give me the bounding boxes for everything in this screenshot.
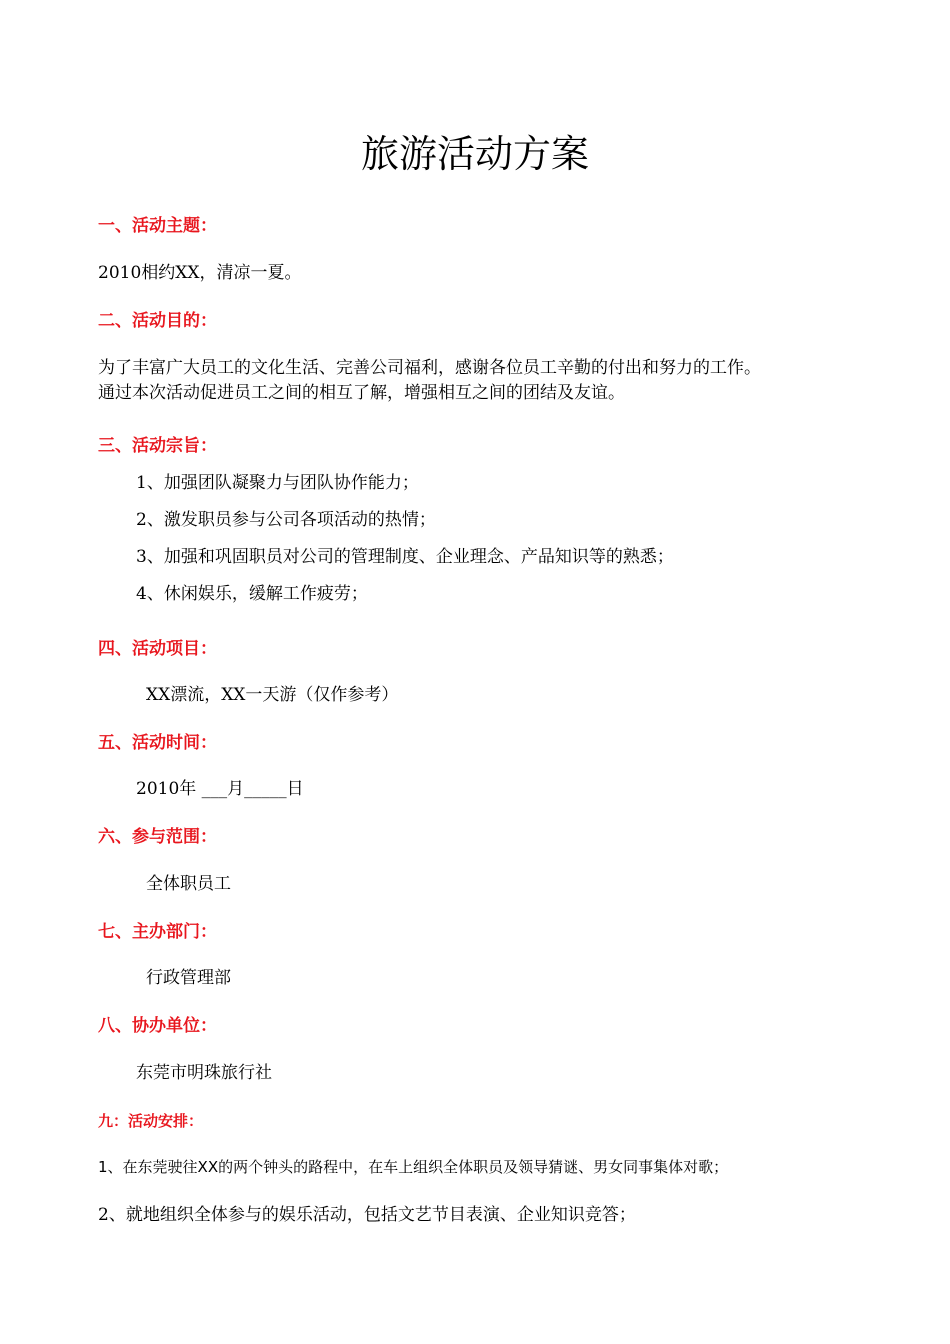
- section-6-text: 全体职员工: [146, 874, 231, 894]
- section-2-line-1: 为了丰富广大员工的文化生活、完善公司福利，感谢各位员工辛勤的付出和努力的工作。: [98, 358, 761, 378]
- section-3-heading: 三、活动宗旨：: [98, 436, 217, 456]
- document-title: 旅游活动方案: [360, 132, 589, 176]
- section-5-heading: 五、活动时间：: [98, 733, 217, 753]
- section-2-line-2: 通过本次活动促进员工之间的相互了解，增强相互之间的团结及友谊。: [98, 383, 625, 403]
- section-7-heading: 七、主办部门：: [98, 922, 217, 942]
- section-7-text: 行政管理部: [146, 968, 231, 988]
- section-3-item-3: 3、加强和巩固职员对公司的管理制度、企业理念、产品知识等的熟悉；: [136, 547, 674, 567]
- section-1-heading: 一、活动主题：: [98, 216, 217, 236]
- section-8-heading: 八、协办单位：: [98, 1016, 217, 1036]
- section-8-text: 东莞市明珠旅行社: [136, 1063, 272, 1083]
- section-9-heading: 九：活动安排：: [98, 1112, 204, 1130]
- section-3-item-1: 1、加强团队凝聚力与团队协作能力；: [136, 473, 419, 493]
- section-9-item-2: 2、就地组织全体参与的娱乐活动，包括文艺节目表演、企业知识竞答；: [98, 1205, 636, 1225]
- section-5-text: 2010年 ___月_____日: [136, 779, 304, 799]
- section-4-text: XX漂流，XX一天游（仅作参考）: [146, 685, 399, 705]
- section-1-text: 2010相约XX，清凉一夏。: [98, 263, 302, 283]
- section-4-heading: 四、活动项目：: [98, 639, 217, 659]
- section-3-item-4: 4、休闲娱乐，缓解工作疲劳；: [136, 584, 368, 604]
- section-3-item-2: 2、激发职员参与公司各项活动的热情；: [136, 510, 436, 530]
- section-9-item-1: 1、在东莞驶往XX的两个钟头的路程中，在车上组织全体职员及领导猜谜、男女同事集体对歌；: [98, 1158, 729, 1176]
- section-6-heading: 六、参与范围：: [98, 827, 217, 847]
- section-2-heading: 二、活动目的：: [98, 311, 217, 331]
